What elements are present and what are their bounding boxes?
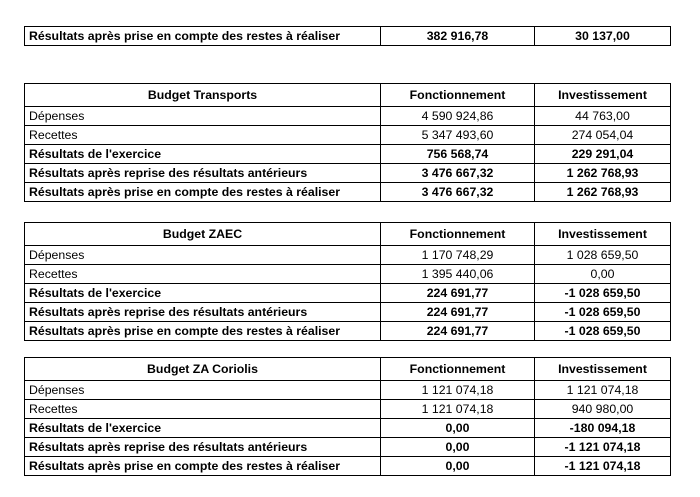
row-label: Résultats de l'exercice	[25, 145, 381, 164]
investissement-value: 1 262 768,93	[535, 164, 671, 183]
budget-title: Budget ZA Coriolis	[25, 358, 381, 381]
fonctionnement-value: 4 590 924,86	[381, 107, 535, 126]
investissement-value: -1 121 074,18	[535, 438, 671, 457]
investissement-value: 274 054,04	[535, 126, 671, 145]
row-label: Recettes	[25, 126, 381, 145]
investissement-value: 44 763,00	[535, 107, 671, 126]
fonctionnement-value: 1 170 748,29	[381, 246, 535, 265]
table-row	[25, 183, 671, 202]
row-label: Recettes	[25, 400, 381, 419]
investissement-value: -1 028 659,50	[535, 303, 671, 322]
row-label: Dépenses	[25, 246, 381, 265]
investissement-value: 30 137,00	[535, 27, 671, 46]
fonctionnement-value: 756 568,74	[381, 145, 535, 164]
budget-transports-table	[24, 83, 671, 202]
budget-zaec-table	[24, 222, 671, 341]
fonctionnement-value: 1 121 074,18	[381, 381, 535, 400]
row-label: Dépenses	[25, 381, 381, 400]
table-row	[25, 457, 671, 476]
table-row	[25, 107, 671, 126]
row-label: Résultats de l'exercice	[25, 284, 381, 303]
row-label: Recettes	[25, 265, 381, 284]
fonctionnement-value: 224 691,77	[381, 322, 535, 341]
fonctionnement-value: 5 347 493,60	[381, 126, 535, 145]
investissement-value: 1 121 074,18	[535, 381, 671, 400]
row-label: Résultats de l'exercice	[25, 419, 381, 438]
table-header-row	[25, 84, 671, 107]
table-row	[25, 164, 671, 183]
row-label: Résultats après prise en compte des restes à réaliser	[25, 322, 381, 341]
fonctionnement-value: 1 395 440,06	[381, 265, 535, 284]
table-row	[25, 265, 671, 284]
fonctionnement-value: 3 476 667,32	[381, 183, 535, 202]
investissement-value: 1 028 659,50	[535, 246, 671, 265]
fonctionnement-value: 224 691,77	[381, 303, 535, 322]
investissement-value: -1 028 659,50	[535, 322, 671, 341]
column-header-fonctionnement: Fonctionnement	[381, 84, 535, 107]
investissement-value: 229 291,04	[535, 145, 671, 164]
table-row	[25, 438, 671, 457]
investissement-value: 1 262 768,93	[535, 183, 671, 202]
top-results-table	[24, 26, 671, 46]
table-row	[25, 246, 671, 265]
fonctionnement-value: 0,00	[381, 419, 535, 438]
column-header-investissement: Investissement	[535, 84, 671, 107]
fonctionnement-value: 1 121 074,18	[381, 400, 535, 419]
row-label: Résultats après reprise des résultats antérieurs	[25, 164, 381, 183]
column-header-investissement: Investissement	[535, 358, 671, 381]
table-row	[25, 284, 671, 303]
investissement-value: -180 094,18	[535, 419, 671, 438]
investissement-value: -1 028 659,50	[535, 284, 671, 303]
table-row	[25, 419, 671, 438]
row-label: Résultats après reprise des résultats antérieurs	[25, 303, 381, 322]
budget-title: Budget Transports	[25, 84, 381, 107]
column-header-fonctionnement: Fonctionnement	[381, 223, 535, 246]
row-label: Résultats après reprise des résultats antérieurs	[25, 438, 381, 457]
row-label: Résultats après prise en compte des restes à réaliser	[25, 183, 381, 202]
investissement-value: 940 980,00	[535, 400, 671, 419]
fonctionnement-value: 0,00	[381, 457, 535, 476]
table-row	[25, 322, 671, 341]
table-row	[25, 303, 671, 322]
column-header-fonctionnement: Fonctionnement	[381, 358, 535, 381]
row-label: Résultats après prise en compte des restes à réaliser	[25, 457, 381, 476]
table-header-row	[25, 223, 671, 246]
investissement-value: -1 121 074,18	[535, 457, 671, 476]
investissement-value: 0,00	[535, 265, 671, 284]
table-header-row	[25, 358, 671, 381]
table-row	[25, 381, 671, 400]
fonctionnement-value: 224 691,77	[381, 284, 535, 303]
fonctionnement-value: 382 916,78	[381, 27, 535, 46]
table-row	[25, 27, 671, 46]
row-label: Dépenses	[25, 107, 381, 126]
fonctionnement-value: 0,00	[381, 438, 535, 457]
budget-za-coriolis-table	[24, 357, 671, 476]
table-row	[25, 145, 671, 164]
table-row	[25, 126, 671, 145]
column-header-investissement: Investissement	[535, 223, 671, 246]
fonctionnement-value: 3 476 667,32	[381, 164, 535, 183]
table-row	[25, 400, 671, 419]
budget-title: Budget ZAEC	[25, 223, 381, 246]
row-label: Résultats après prise en compte des restes à réaliser	[25, 27, 381, 46]
